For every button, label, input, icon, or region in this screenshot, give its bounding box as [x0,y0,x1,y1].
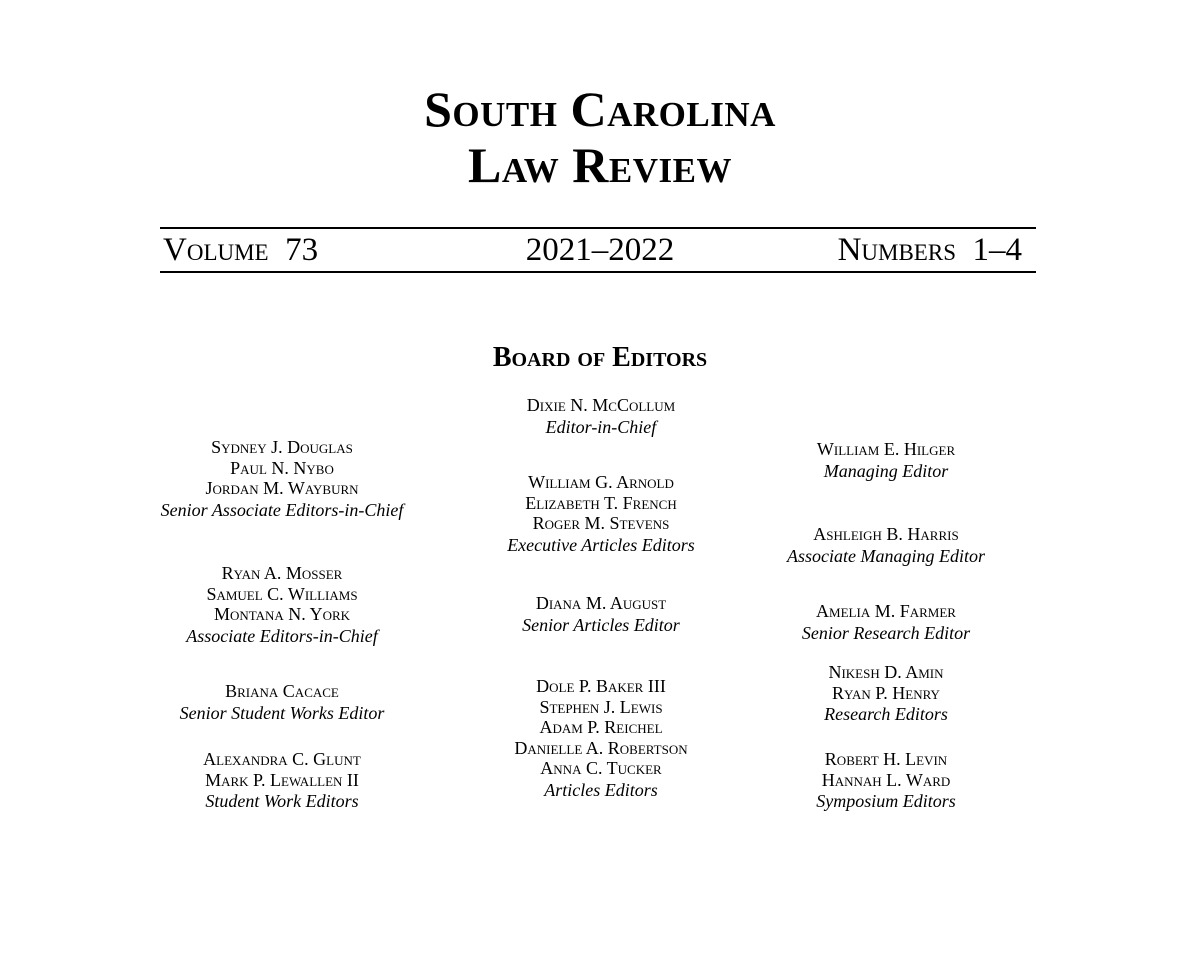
editor-role: Student Work Editors [205,791,359,811]
editor-name: Paul N. Nybo [230,457,334,478]
journal-title-line1: South Carolina [424,81,776,137]
editor-name: Jordan M. Wayburn [205,478,359,498]
editor-name: William G. Arnold [528,472,674,492]
editor-name: Amelia M. Farmer [816,601,956,621]
editor-group-senior-articles-editor [451,593,751,636]
editor-role: Senior Research Editor [801,622,971,643]
journal-title-line2: Law Review [468,137,732,193]
editor-name: Ashleigh B. Harris [813,524,959,544]
editor-role: Senior Student Works Editor [179,702,385,723]
editor-name: Stephen J. Lewis [539,696,663,717]
editor-name: Sydney J. Douglas [211,437,353,457]
editor-role: Articles Editors [544,779,658,800]
editor-group-executive-articles-editors [451,472,751,556]
editor-role: Senior Articles Editor [522,614,680,635]
editor-name: Roger M. Stevens [532,513,670,533]
editor-group-senior-student-works-editor [132,681,432,724]
editor-name: Diana M. August [535,593,667,613]
editor-group-senior-associate-editors-in-chief [132,437,432,521]
editor-group-research-editors [736,662,1036,725]
numbers-label: Numbers 1–4 [837,232,1022,268]
editor-group-symposium-editors [736,749,1036,812]
editor-name: Dixie N. McCollum [526,395,676,415]
volume-label: Volume 73 [163,232,319,268]
editor-name: Dole P. Baker III [536,676,666,696]
editor-group-senior-research-editor [736,601,1036,644]
editor-name: Robert H. Levin [824,749,948,769]
editor-role: Senior Associate Editors-in-Chief [160,499,404,520]
editor-group-associate-managing-editor [736,524,1036,567]
bottom-rule [160,271,1036,273]
editor-name: Montana N. York [213,604,351,624]
editor-name: Briana Cacace [225,681,339,701]
years-label: 2021–2022 [525,232,675,268]
editor-role: Associate Editors-in-Chief [186,625,378,646]
editor-name: Danielle A. Robertson [514,737,688,758]
editor-name: Hannah L. Ward [821,769,951,790]
editor-name: Ryan P. Henry [832,682,940,703]
editor-name: William E. Hilger [816,439,956,459]
editor-group-associate-editors-in-chief [132,563,432,647]
editor-name: Alexandra C. Glunt [203,749,361,769]
editor-role: Managing Editor [823,460,949,481]
editor-group-articles-editors [451,676,751,801]
editor-name: Anna C. Tucker [540,758,662,778]
editor-role: Editor-in-Chief [545,416,657,437]
editor-group-editor-in-chief [451,395,751,438]
board-of-editors-heading: Board of Editors [492,342,708,373]
editor-name: Nikesh D. Amin [828,662,944,682]
editor-role: Executive Articles Editors [507,534,695,555]
editor-name: Adam P. Reichel [539,717,663,737]
editor-name: Elizabeth T. French [525,492,677,513]
editor-group-managing-editor [736,439,1036,482]
top-rule [160,227,1036,229]
editor-role: Symposium Editors [816,791,956,811]
editor-group-student-work-editors [132,749,432,812]
editor-role: Associate Managing Editor [787,545,985,566]
editor-name: Ryan A. Mosser [221,563,343,583]
editor-name: Samuel C. Williams [206,583,358,604]
editor-name: Mark P. Lewallen II [205,769,359,790]
editor-role: Research Editors [824,704,948,724]
